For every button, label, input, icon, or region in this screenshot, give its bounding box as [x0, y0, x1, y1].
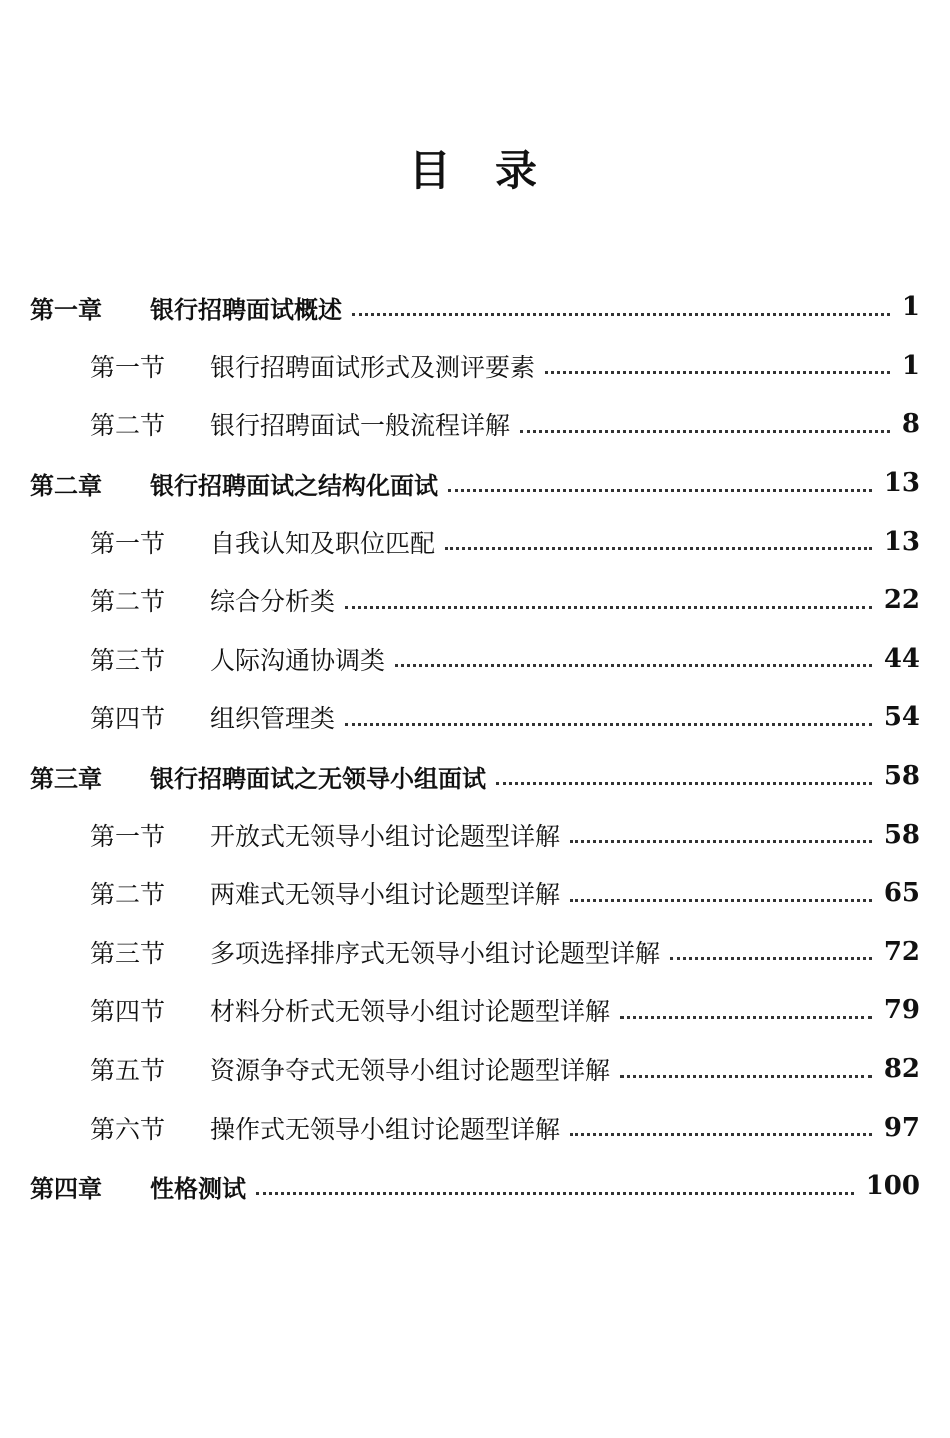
toc-entry-page-number: 1 [901, 292, 920, 323]
toc-entry-title: 自我认知及职位匹配 [210, 528, 436, 558]
toc-entry-title: 综合分析类 [210, 587, 336, 617]
toc-entry-title: 银行招聘面试之结构化面试 [150, 471, 438, 500]
toc-section-entry[interactable] [0, 1040, 950, 1099]
toc-entry-title: 组织管理类 [210, 704, 336, 734]
toc-section-entry[interactable] [0, 1098, 950, 1157]
toc-section-entry[interactable] [0, 512, 950, 571]
toc-entry-page-number: 8 [901, 409, 920, 440]
toc-entry-page-number: 54 [883, 702, 920, 733]
toc-section-entry[interactable] [0, 395, 950, 454]
toc-entry-page-number: 13 [883, 526, 920, 557]
toc-entry-page-number: 82 [883, 1054, 920, 1085]
toc-entry-page-number: 13 [883, 468, 920, 499]
toc-entry-label: 第六节 [90, 1114, 166, 1144]
toc-entry-label: 第一章 [30, 295, 102, 324]
dot-leader [570, 838, 872, 843]
toc-entry-title: 银行招聘面试形式及测评要素 [210, 352, 536, 382]
dot-leader [448, 487, 872, 492]
toc-entry-title: 资源争夺式无领导小组讨论题型详解 [210, 1056, 611, 1086]
toc-chapter-entry[interactable] [0, 1157, 950, 1216]
toc-section-entry[interactable] [0, 805, 950, 864]
dot-leader [520, 428, 890, 433]
toc-entry-label: 第三节 [90, 938, 166, 968]
toc-section-entry[interactable] [0, 864, 950, 923]
toc-entry-label: 第四节 [90, 997, 166, 1027]
toc-section-entry[interactable] [0, 981, 950, 1040]
toc-entry-title: 银行招聘面试之无领导小组面试 [150, 764, 486, 793]
toc-chapter-entry[interactable] [0, 454, 950, 513]
toc-entry-title: 银行招聘面试一般流程详解 [210, 411, 511, 441]
dot-leader [545, 369, 890, 374]
toc-entry-page-number: 72 [883, 936, 920, 967]
dot-leader [620, 1073, 872, 1078]
toc-entry-label: 第二节 [90, 880, 166, 910]
toc-entry-label: 第五节 [90, 1056, 166, 1086]
dot-leader [670, 955, 872, 960]
toc-entry-page-number: 100 [865, 1171, 920, 1202]
dot-leader [570, 1131, 872, 1136]
dot-leader [345, 604, 872, 609]
dot-leader [352, 311, 890, 316]
toc-entry-title: 性格测试 [150, 1174, 246, 1203]
table-of-contents [0, 278, 950, 1216]
toc-section-entry[interactable] [0, 337, 950, 396]
toc-entry-title: 材料分析式无领导小组讨论题型详解 [210, 997, 611, 1027]
toc-entry-label: 第二节 [90, 587, 166, 617]
toc-entry-title: 银行招聘面试概述 [150, 295, 342, 324]
toc-entry-label: 第一节 [90, 352, 166, 382]
toc-entry-label: 第二节 [90, 411, 166, 441]
dot-leader [496, 780, 872, 785]
dot-leader [620, 1014, 872, 1019]
toc-entry-label: 第四节 [90, 704, 166, 734]
toc-entry-page-number: 65 [883, 878, 920, 909]
toc-chapter-entry[interactable] [0, 278, 950, 337]
toc-section-entry[interactable] [0, 923, 950, 982]
toc-entry-title: 两难式无领导小组讨论题型详解 [210, 880, 561, 910]
toc-entry-page-number: 58 [883, 819, 920, 850]
toc-entry-page-number: 44 [883, 643, 920, 674]
toc-entry-title: 多项选择排序式无领导小组讨论题型详解 [210, 938, 661, 968]
toc-section-entry[interactable] [0, 688, 950, 747]
toc-entry-page-number: 79 [883, 995, 920, 1026]
page-title-char-1: 目 [408, 146, 455, 195]
toc-entry-title: 人际沟通协调类 [210, 645, 386, 675]
toc-entry-page-number: 1 [901, 350, 920, 381]
toc-section-entry[interactable] [0, 571, 950, 630]
toc-entry-page-number: 58 [883, 761, 920, 792]
page-title-char-2: 录 [495, 146, 542, 195]
toc-chapter-entry[interactable] [0, 747, 950, 806]
dot-leader [445, 545, 872, 550]
toc-entry-page-number: 97 [883, 1112, 920, 1143]
toc-entry-label: 第二章 [30, 471, 102, 500]
dot-leader [395, 662, 872, 667]
toc-entry-label: 第四章 [30, 1174, 102, 1203]
toc-entry-title: 操作式无领导小组讨论题型详解 [210, 1114, 561, 1144]
toc-entry-title: 开放式无领导小组讨论题型详解 [210, 821, 561, 851]
toc-entry-page-number: 22 [883, 585, 920, 616]
toc-entry-label: 第三节 [90, 645, 166, 675]
toc-entry-label: 第一节 [90, 528, 166, 558]
toc-entry-label: 第三章 [30, 764, 102, 793]
dot-leader [256, 1190, 854, 1195]
dot-leader [570, 897, 872, 902]
dot-leader [345, 721, 872, 726]
toc-entry-label: 第一节 [90, 821, 166, 851]
toc-section-entry[interactable] [0, 630, 950, 689]
page-title [0, 138, 950, 198]
